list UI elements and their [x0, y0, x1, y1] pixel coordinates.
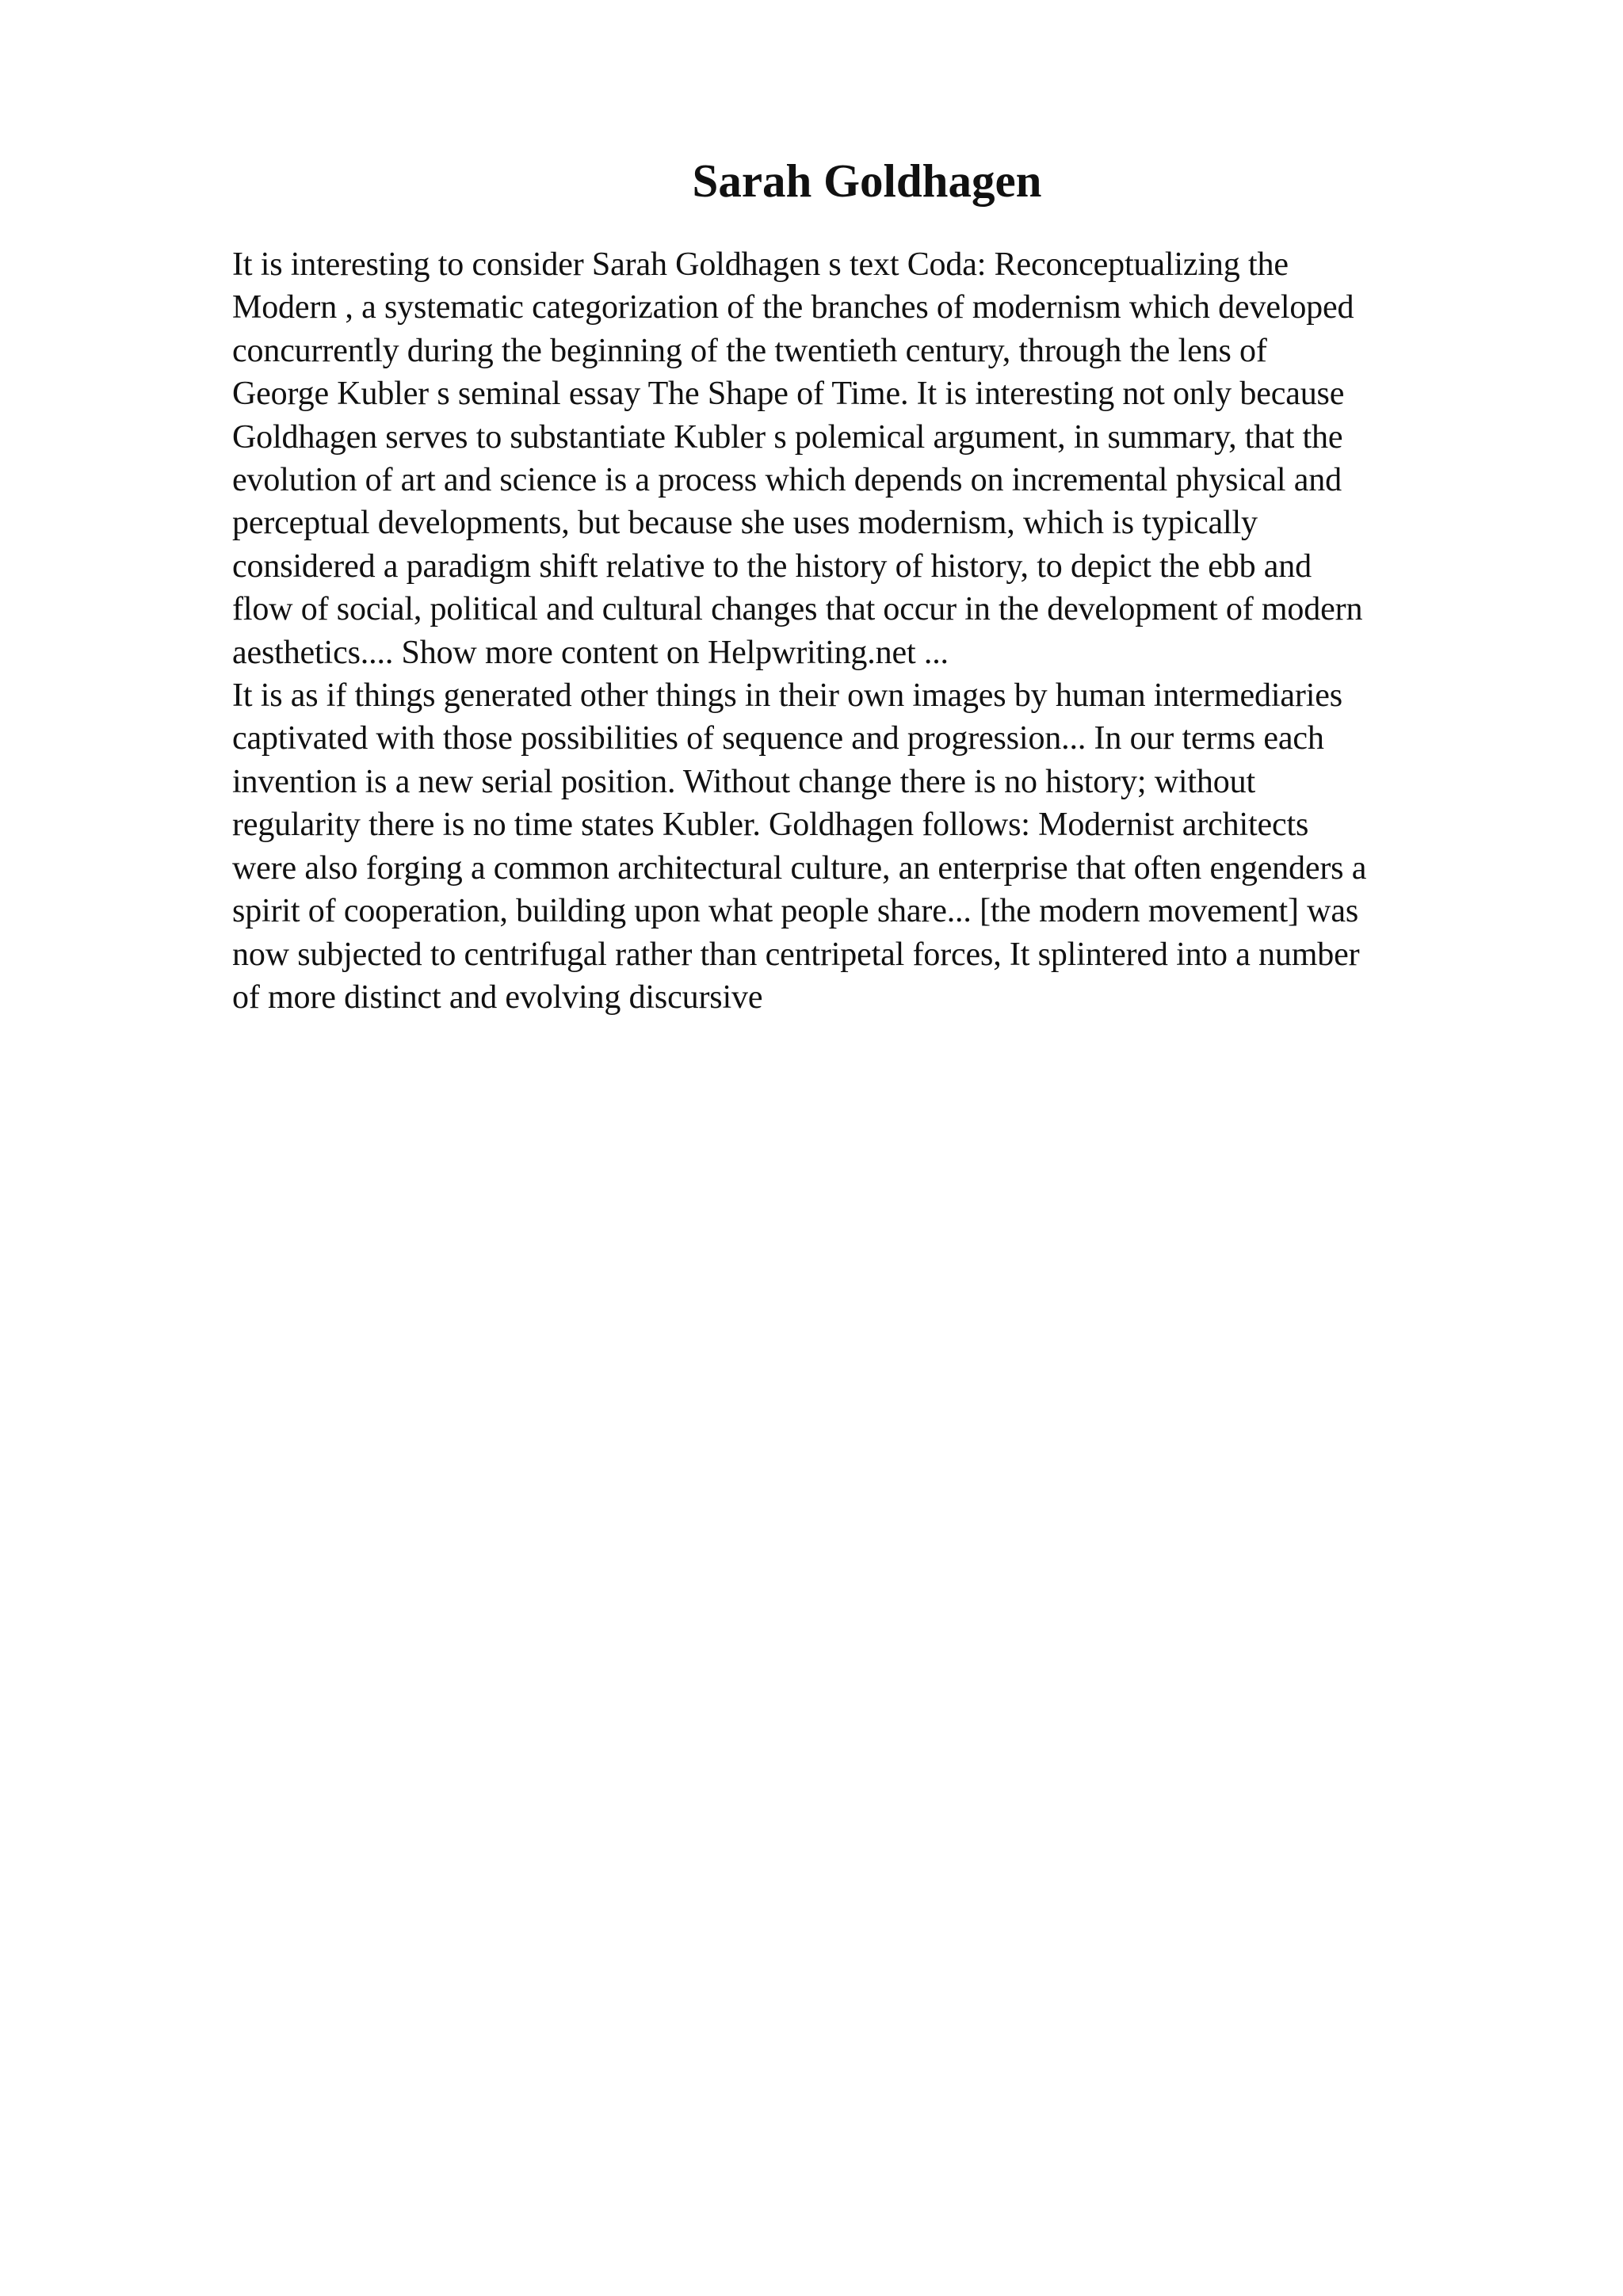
- paragraph-2: [232, 674, 1520, 1019]
- text-line: It is interesting to consider Sarah Goldhagen s text Coda: Reconceptualizing the: [232, 246, 1289, 283]
- text-line: It is as if things generated other things in their own images by human intermediaries: [232, 677, 1342, 715]
- text-line: of more distinct and evolving discursive: [232, 978, 763, 1016]
- document-body: [232, 243, 1520, 1019]
- text-line: were also forging a common architectural culture, an enterprise that often engenders a: [232, 849, 1367, 887]
- text-line: George Kubler s seminal essay The Shape of Time. It is interesting not only because: [232, 376, 1345, 413]
- text-line: considered a paradigm shift relative to the history of history, to depict the ebb and: [232, 547, 1312, 585]
- paragraph-1: [232, 243, 1520, 674]
- text-line: Modern , a systematic categorization of the branches of modernism which developed: [232, 289, 1354, 326]
- text-line: invention is a new serial position. Without change there is no history; without: [232, 763, 1255, 800]
- text-line: aesthetics.... Show more content on Helpwriting.net ...: [232, 634, 949, 671]
- text-line: regularity there is no time states Kubler. Goldhagen follows: Modernist architects: [232, 807, 1309, 844]
- text-line: now subjected to centrifugal rather than centripetal forces, It splintered into a number: [232, 936, 1360, 973]
- text-line: concurrently during the beginning of the twentieth century, through the lens of: [232, 332, 1267, 369]
- text-line: flow of social, political and cultural changes that occur in the development of modern: [232, 591, 1363, 628]
- text-line: perceptual developments, but because she uses modernism, which is typically: [232, 505, 1258, 542]
- text-line: captivated with those possibilities of sequence and progression... In our terms each: [232, 720, 1324, 757]
- text-line: spirit of cooperation, building upon what people share... [the modern movement] was: [232, 893, 1359, 930]
- text-line: evolution of art and science is a process which depends on incremental physical and: [232, 462, 1342, 499]
- page-title: Sarah Goldhagen: [692, 154, 1042, 207]
- text-line: Goldhagen serves to substantiate Kubler s polemical argument, in summary, that the: [232, 418, 1343, 456]
